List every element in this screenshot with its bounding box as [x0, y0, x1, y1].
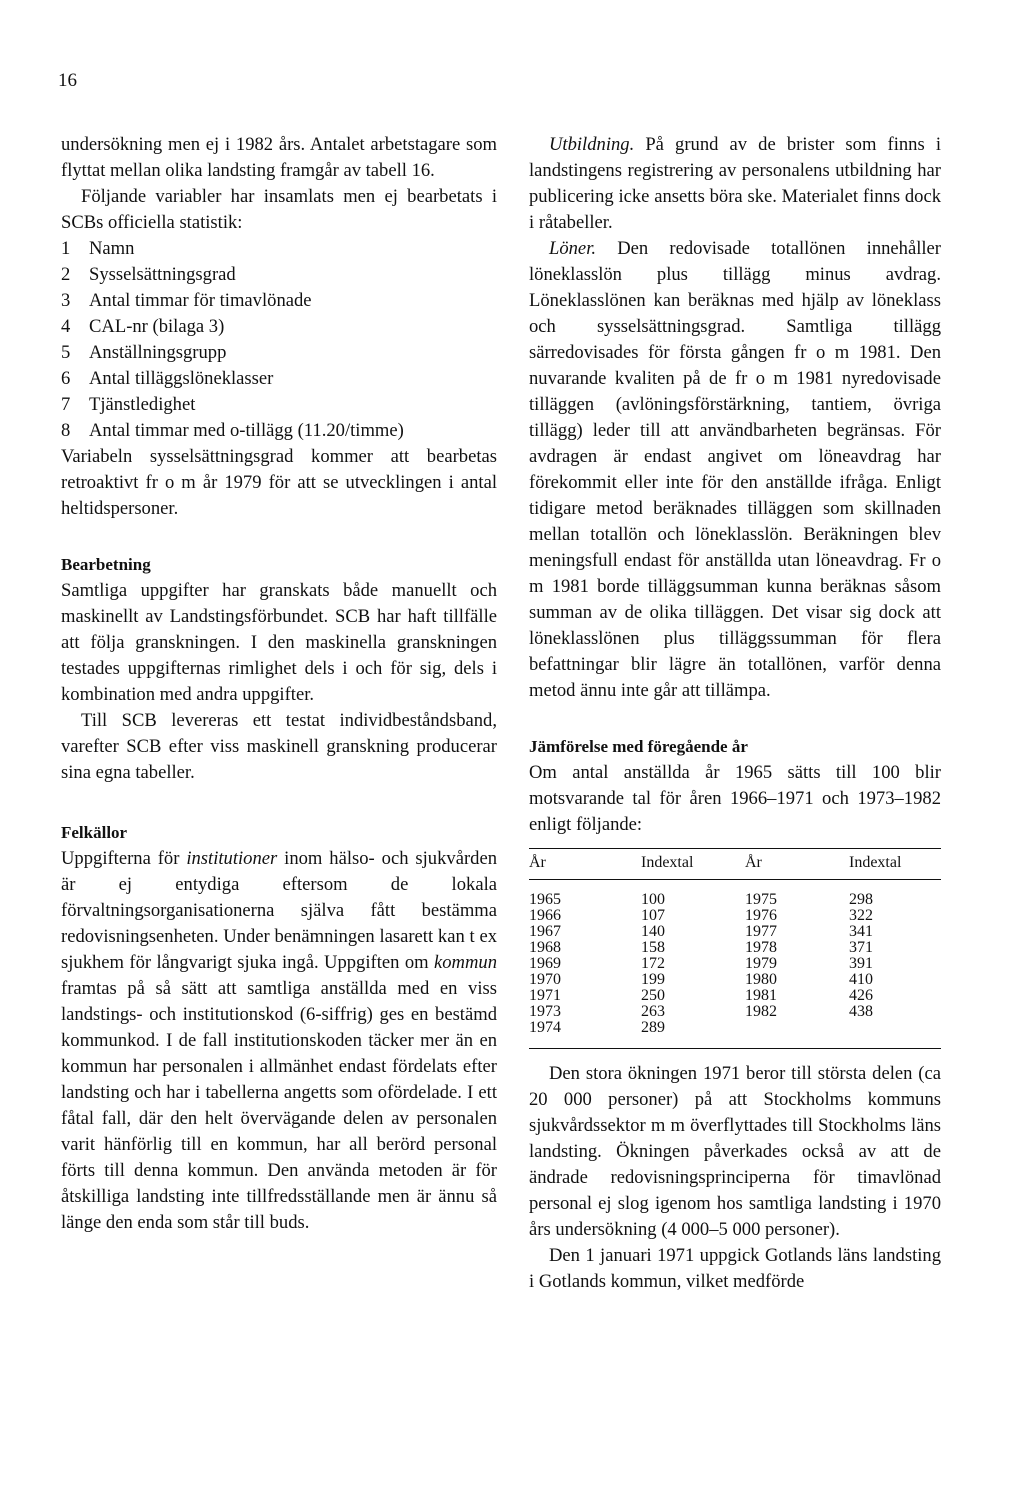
table-row: 1973 263 1982 438	[529, 1003, 873, 1020]
table-header: År	[529, 849, 641, 880]
paragraph: Till SCB levereras ett testat individbeståndsband, varefter SCB efter viss maskinell granskning producerar sina egna tabeller.	[61, 710, 497, 783]
page-number: 16	[58, 70, 77, 91]
table-header: Indextal	[641, 849, 745, 880]
table-header: Indextal	[849, 849, 941, 880]
list-item: 6 Antal tilläggslöneklasser	[61, 368, 274, 389]
table-row: 1967 140 1977 341	[529, 923, 873, 940]
paragraph: Löner. Den redovisade totallönen innehåller löneklasslön plus tillägg minus avdrag. Löneklasslönen kan beräknas med hjälp av löneklass och sysselsättningsgrad. Samtliga tillägg särredovisades för första gången fr o m 1981. Den nuvarande kvaliten på de fr o m 1981 nyredovisade tilläggen (avlöningsförstärkning, tantiem, övriga tillägg) leder till att användbarheten begränsas. För avdragen är endast angivet om löneavdrag har förekommit eller inte för den anställde ifråga. Enligt tidigare metod beräknades tilläggen som skillnaden mellan totallön och löneklasslön. Beräkningen blev meningsfull endast för anställda utan löneavdrag. Fr o m 1981 borde tilläggsumman kunna beräknas såsom summan av de olika tilläggen. Det visar sig dock att löneklasslönen plus tilläggssumman för flera befattningar blir lägre än totallönen, varför denna metod ännu inte går att tillämpa.	[529, 238, 941, 701]
table-row: 1974 289	[529, 1019, 665, 1036]
paragraph: Utbildning. På grund av de brister som finns i landstingens registrering av personalens utbildning har publicering icke ansetts böra ske. Materialet finns dock i råtabeller.	[529, 134, 941, 233]
right-column	[529, 132, 941, 1295]
table-header: År	[745, 849, 849, 880]
list-item: 3 Antal timmar för timavlönade	[61, 290, 312, 311]
section-heading-bearbetning: Bearbetning	[61, 555, 151, 574]
table-row: 1965 100 1975 298	[529, 891, 873, 908]
paragraph: Samtliga uppgifter har granskats både manuellt och maskinellt av Landstingsförbundet. SCB har haft tillfälle att följa granskningen. I den maskinella granskningen testades uppgifternas rimlighet dels i och för sig, dels i kombination med andra uppgifter.	[61, 580, 497, 705]
table-row: 1970 199 1980 410	[529, 971, 873, 988]
list-item: 7 Tjänstledighet	[61, 394, 196, 415]
list-item: 2 Sysselsättningsgrad	[61, 264, 236, 285]
list-item: 5 Anställningsgrupp	[61, 342, 227, 363]
paragraph: Uppgifterna för institutioner inom hälso- och sjukvården är ej entydiga eftersom de lokala förvaltningsorganisationerna själva fått bestämma redovisningsenheten. Under benämningen lasarett kan t ex sjukhem för långvarigt sjuka ingå. Uppgiften om kommun framtas på så sätt att samtliga anställda med en viss landstings- och institutionskod (6-siffrig) ges en bestämd kommunkod. I de fall institutionskoden täcker mer än en kommun har personalen i allmänhet endast fördelats efter landsting och har i tabellerna angetts som ofördelade. I ett fåtal fall, där den helt övervägande delen av personalen varit hänförlig till en kommun, har all berörd personal förts till denna kommun. Den använda metoden är för åtskilliga landsting inte tillfredsställande men är ännu så länge den enda som står till buds.	[61, 848, 497, 1233]
table-row: 1966 107 1976 322	[529, 907, 873, 924]
section-heading-jamforelse: Jämförelse med föregående år	[529, 737, 748, 756]
table-row: 1968 158 1978 371	[529, 939, 873, 956]
list-item: 1 Namn	[61, 238, 135, 259]
table-row: 1969 172 1979 391	[529, 955, 873, 972]
index-table	[529, 848, 941, 1049]
paragraph: Om antal anställda år 1965 sätts till 100 blir motsvarande tal för åren 1966–1971 och 1973–1982 enligt följande:	[529, 762, 941, 835]
paragraph: undersökning men ej i 1982 års. Antalet arbetstagare som flyttat mellan olika landsting framgår av tabell 16.	[61, 134, 497, 181]
paragraph: Variabeln sysselsättningsgrad kommer att bearbetas retroaktivt fr o m år 1979 för att se utvecklingen i antal heltidspersoner.	[61, 446, 497, 519]
list-item: 8 Antal timmar med o-tillägg (11.20/timme)	[61, 420, 404, 441]
paragraph: Den stora ökningen 1971 beror till största delen (ca 20 000 personer) på att Stockholms kommuns sjukvårdssektor m m överflyttades till Stockholms läns landsting. Ökningen påverkades också av att de ändrade redovisningsprinciperna för timavlönad personal ej slog igenom hos samtliga landsting i 1970 års undersökning (4 000–5 000 personer).	[529, 1063, 941, 1240]
left-column	[61, 132, 497, 1236]
section-heading-felkallor: Felkällor	[61, 823, 128, 842]
paragraph: Följande variabler har insamlats men ej bearbetats i SCBs officiella statistik:	[61, 186, 497, 233]
list-item: 4 CAL-nr (bilaga 3)	[61, 316, 225, 337]
variable-list	[61, 236, 497, 444]
table-row: 1971 250 1981 426	[529, 987, 873, 1004]
paragraph: Den 1 januari 1971 uppgick Gotlands läns landsting i Gotlands kommun, vilket medförde	[529, 1245, 941, 1292]
